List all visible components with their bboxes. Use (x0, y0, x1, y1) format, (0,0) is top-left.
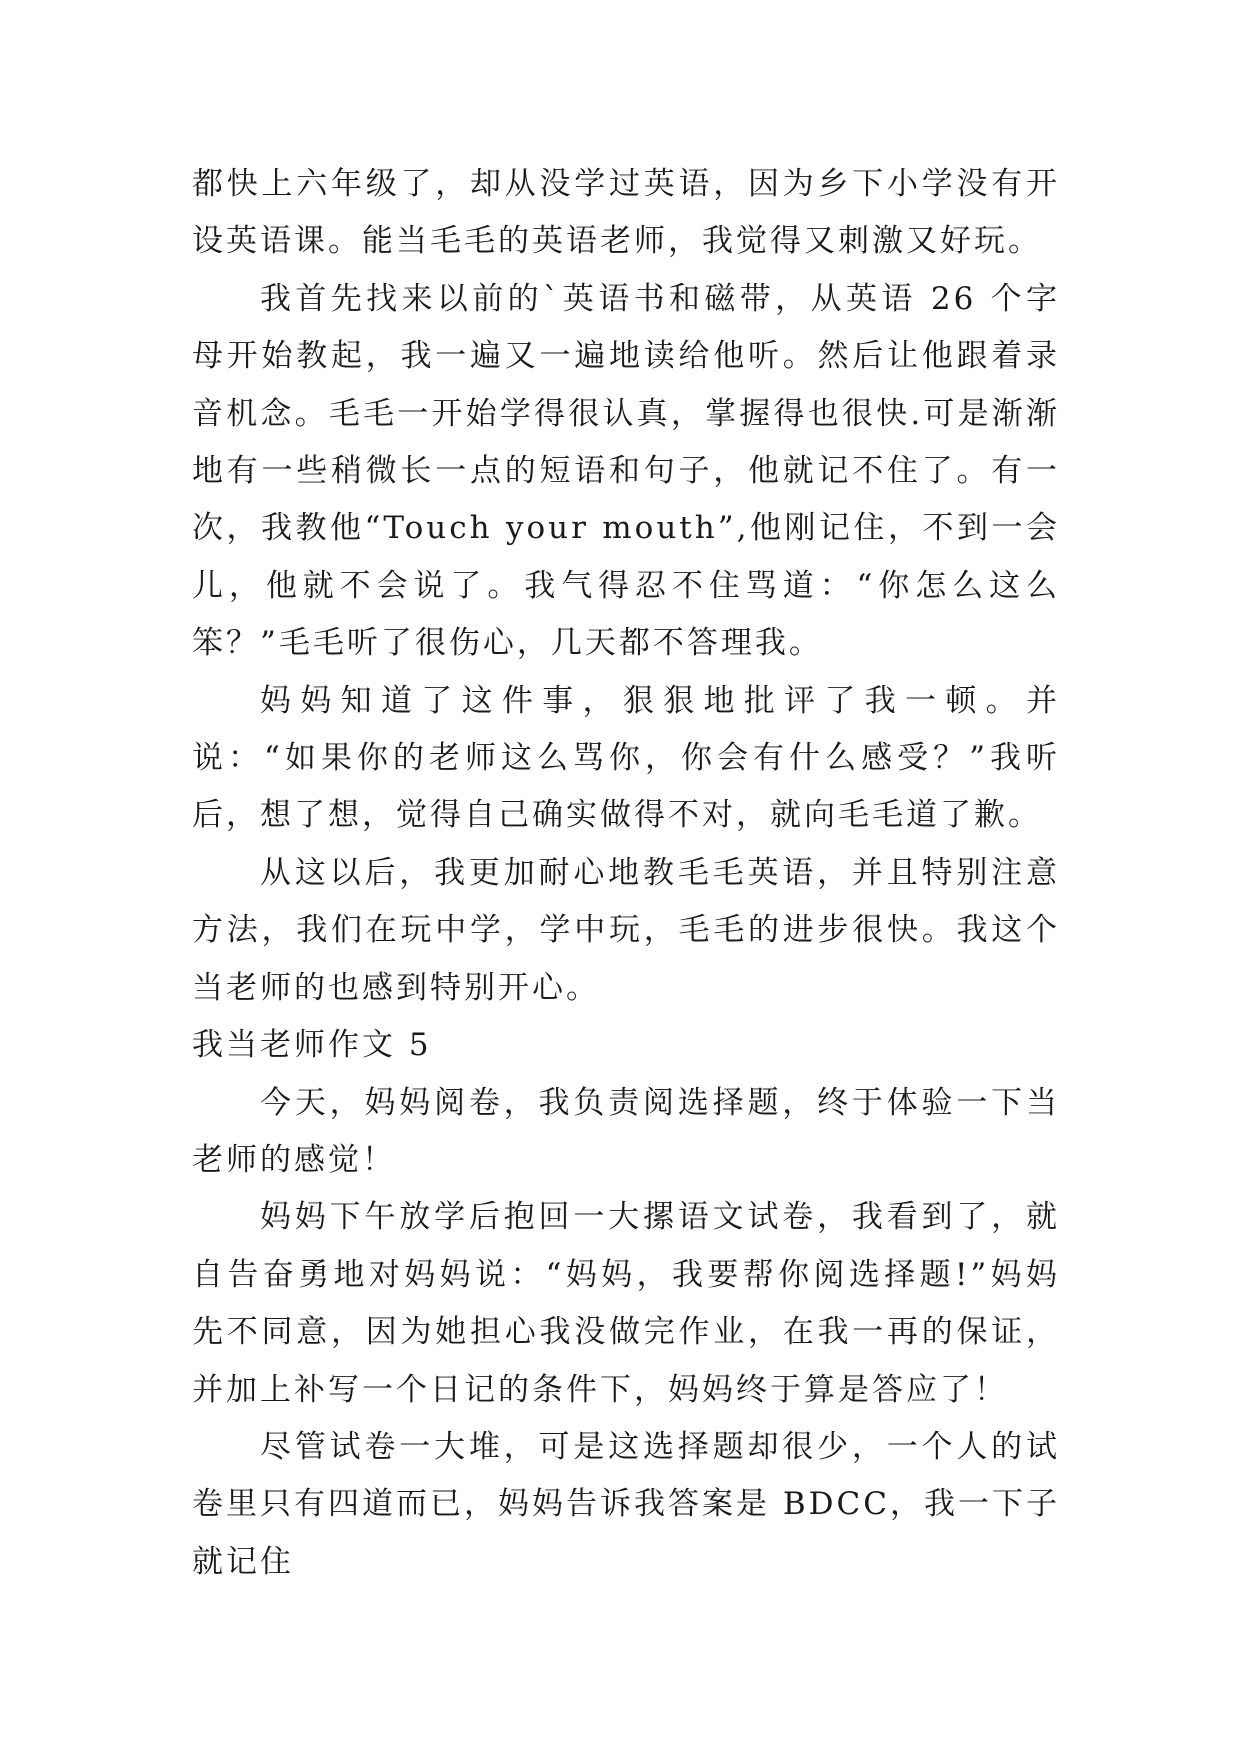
section-heading: 我当老师作文 5 (192, 1027, 432, 1064)
paragraph-1: 都快上六年级了，却从没学过英语，因为乡下小学没有开设英语课。能当毛毛的英语老师，我觉得又刺激又好玩。 (192, 166, 1060, 260)
paragraph-6: 妈妈下午放学后抱回一大摞语文试卷，我看到了，就自告奋勇地对妈妈说：“妈妈，我要帮你阅选择题!”妈妈先不同意，因为她担心我没做完作业，在我一再的保证，并加上补写一个日记的条件下，妈妈终于算是答应了！ (192, 1199, 1060, 1408)
paragraph-7: 尽管试卷一大堆，可是这选择题却很少，一个人的试卷里只有四道而已，妈妈告诉我答案是 BDCC，我一下子就记住 (192, 1428, 1060, 1580)
paragraph-4: 从这以后，我更加耐心地教毛毛英语，并且特别注意方法，我们在玩中学，学中玩，毛毛的进步很快。我这个当老师的也感到特别开心。 (192, 854, 1060, 1006)
paragraph-5: 今天，妈妈阅卷，我负责阅选择题，终于体验一下当老师的感觉！ (192, 1084, 1060, 1178)
paragraph-2: 我首先找来以前的`英语书和磁带，从英语 26 个字母开始教起，我一遍又一遍地读给他听。然后让他跟着录音机念。毛毛一开始学得很认真，掌握得也很快.可是渐渐地有一些稍微长一点的短语和句子，他就记不住了。有一次，我教他“Touch your mouth”,他刚记住，不到一会儿，他就不会说了。我气得忍不住骂道：“你怎么这么笨？”毛毛听了很伤心，几天都不答理我。 (192, 280, 1060, 662)
document-body (192, 156, 1060, 1591)
paragraph-3: 妈妈知道了这件事，狠狠地批评了我一顿。并说：“如果你的老师这么骂你，你会有什么感受？”我听后，想了想，觉得自己确实做得不对，就向毛毛道了歉。 (192, 682, 1060, 834)
